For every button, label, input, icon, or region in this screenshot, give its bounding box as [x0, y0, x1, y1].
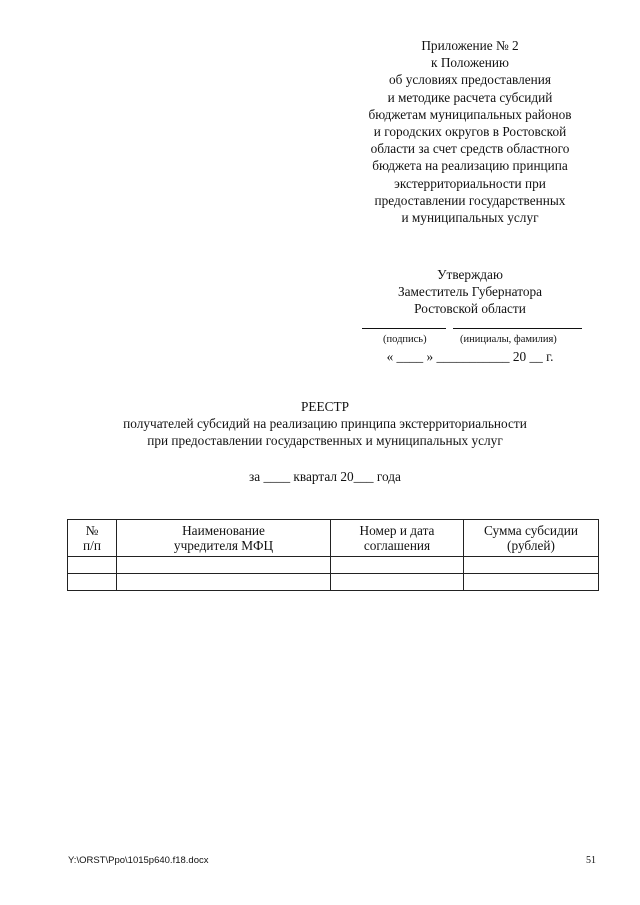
table-cell: [117, 557, 331, 574]
approval-block: [330, 266, 610, 318]
signature-lines: [362, 318, 582, 332]
table-cell: [68, 557, 117, 574]
approval-date-line: « ____ » ___________ 20 __ г.: [386, 349, 554, 364]
approver-region: Ростовской области: [414, 301, 526, 317]
table-cell: [464, 557, 599, 574]
appendix-line: области за счет средств областного: [370, 141, 570, 157]
table-cell: [464, 574, 599, 591]
appendix-line: экстерриториальности при: [394, 175, 546, 191]
appendix-line: к Положению: [431, 55, 509, 71]
title-line: получателей субсидий на реализацию принципа экстерриториальности: [123, 416, 527, 432]
registry-table: [67, 519, 599, 591]
table-row: [68, 557, 599, 574]
appendix-block: [330, 37, 610, 226]
appendix-line: и городских округов в Ростовской: [373, 124, 567, 140]
appendix-line: предоставлении государственных: [374, 192, 566, 208]
title-line: при предоставлении государственных и муниципальных услуг: [147, 433, 503, 449]
table-cell: [117, 574, 331, 591]
column-header-amount: Сумма субсидии (рублей): [464, 520, 599, 557]
reporting-period: за ____ квартал 20___ года: [249, 469, 401, 484]
title-heading: РЕЕСТР: [300, 399, 350, 414]
table-cell: [331, 557, 464, 574]
table-header-row: [68, 520, 599, 557]
appendix-line: и методике расчета субсидий: [387, 89, 553, 105]
document-title: [40, 398, 610, 450]
table-cell: [68, 574, 117, 591]
appendix-line: и муниципальных услуг: [401, 210, 539, 226]
approval-word: Утверждаю: [437, 267, 503, 282]
initials-line: [453, 328, 582, 329]
appendix-line: Приложение № 2: [421, 38, 519, 53]
table-cell: [331, 574, 464, 591]
signature-line: [362, 328, 446, 329]
approver-position: Заместитель Губернатора: [397, 284, 543, 300]
column-header-founder: Наименование учредителя МФЦ: [117, 520, 331, 557]
table-row: [68, 574, 599, 591]
page-number: 51: [586, 855, 596, 866]
initials-caption: (инициалы, фамилия): [460, 334, 557, 345]
column-header-number: № п/п: [68, 520, 117, 557]
appendix-line: бюджета на реализацию принципа: [372, 158, 568, 174]
appendix-line: об условиях предоставления: [388, 72, 552, 88]
column-header-agreement: Номер и дата соглашения: [331, 520, 464, 557]
appendix-line: бюджетам муниципальных районов: [368, 106, 572, 122]
footer-file-path: Y:\ORST\Ppo\1015p640.f18.docx: [68, 855, 209, 866]
signature-caption: (подпись): [383, 334, 427, 345]
